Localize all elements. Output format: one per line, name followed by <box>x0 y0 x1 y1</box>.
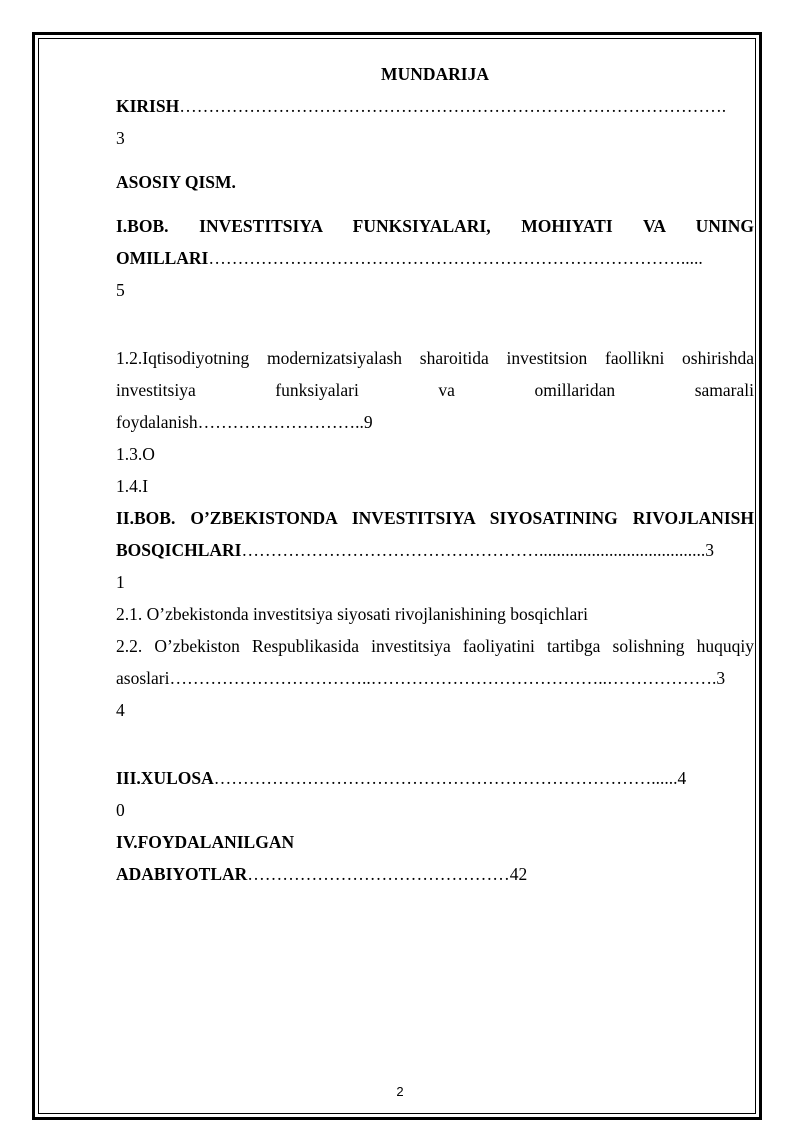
table-of-contents <box>116 58 754 890</box>
toc-section-heading: ASOSIY QISM. <box>116 172 236 192</box>
toc-entry-adabiyotlar-line1: IV.FOYDALANILGAN <box>116 832 295 852</box>
toc-page-number: 3 <box>116 128 125 148</box>
toc-entry-label: ADABIYOTLAR <box>116 864 248 884</box>
toc-entry-label: OMILLARI <box>116 248 209 268</box>
toc-page-number: 4 <box>116 700 125 720</box>
toc-entry-1-2-line2: investitsiya funksiyalari va omillaridan samarali <box>116 380 754 400</box>
toc-entry-bob1-line2 <box>116 242 754 274</box>
page-number: 2 <box>396 1084 404 1099</box>
toc-dots: ………………………………………………………………………..... <box>208 248 703 268</box>
toc-entry-xulosa <box>116 762 754 794</box>
toc-entry-1-2-line1: 1.2.Iqtisodiyotning modernizatsiyalash sharoitida investitsion faollikni oshirishda <box>116 348 754 368</box>
toc-page-number: 0 <box>116 800 125 820</box>
toc-page-number: 1 <box>116 572 125 592</box>
toc-entry-1-4: 1.4.I <box>116 476 149 496</box>
toc-dots: …………………………………………………………………......4 <box>213 768 687 788</box>
toc-page-number: 5 <box>116 280 125 300</box>
toc-entry-2-1: 2.1. O’zbekistonda investitsiya siyosati rivojlanishining bosqichlari <box>116 604 588 624</box>
toc-entry-label: III.XULOSA <box>116 768 214 788</box>
toc-entry-1-3: 1.3.O <box>116 444 155 464</box>
toc-dots: ………………………………………42 <box>247 864 528 884</box>
toc-entry-2-2-line2: asoslari……………………………..…………………………………..……………….3 <box>116 668 726 688</box>
toc-entry-label: BOSQICHLARI <box>116 540 242 560</box>
toc-dots: …………………………………………………………………………………. <box>179 96 727 116</box>
toc-entry-label: KIRISH <box>116 96 180 116</box>
toc-entry-bob2-line1: II.BOB. O’ZBEKISTONDA INVESTITSIYA SIYOSATINING RIVOJLANISH <box>116 508 754 528</box>
toc-entry-bob2-line2 <box>116 534 754 566</box>
toc-entry-2-2-line1: 2.2. O’zbekiston Respublikasida investitsiya faoliyatini tartibga solishning huquqiy <box>116 636 754 656</box>
toc-entry-1-2-line3: foydalanish………………………..9 <box>116 412 373 432</box>
toc-entry-bob1-line1: I.BOB. INVESTITSIYA FUNKSIYALARI, MOHIYATI VA UNING <box>116 216 754 236</box>
toc-dots: ……………………………………………......................................3 <box>241 540 714 560</box>
toc-entry-adabiyotlar-line2 <box>116 858 754 890</box>
toc-title: MUNDARIJA <box>381 64 489 84</box>
toc-entry-kirish <box>116 90 754 122</box>
